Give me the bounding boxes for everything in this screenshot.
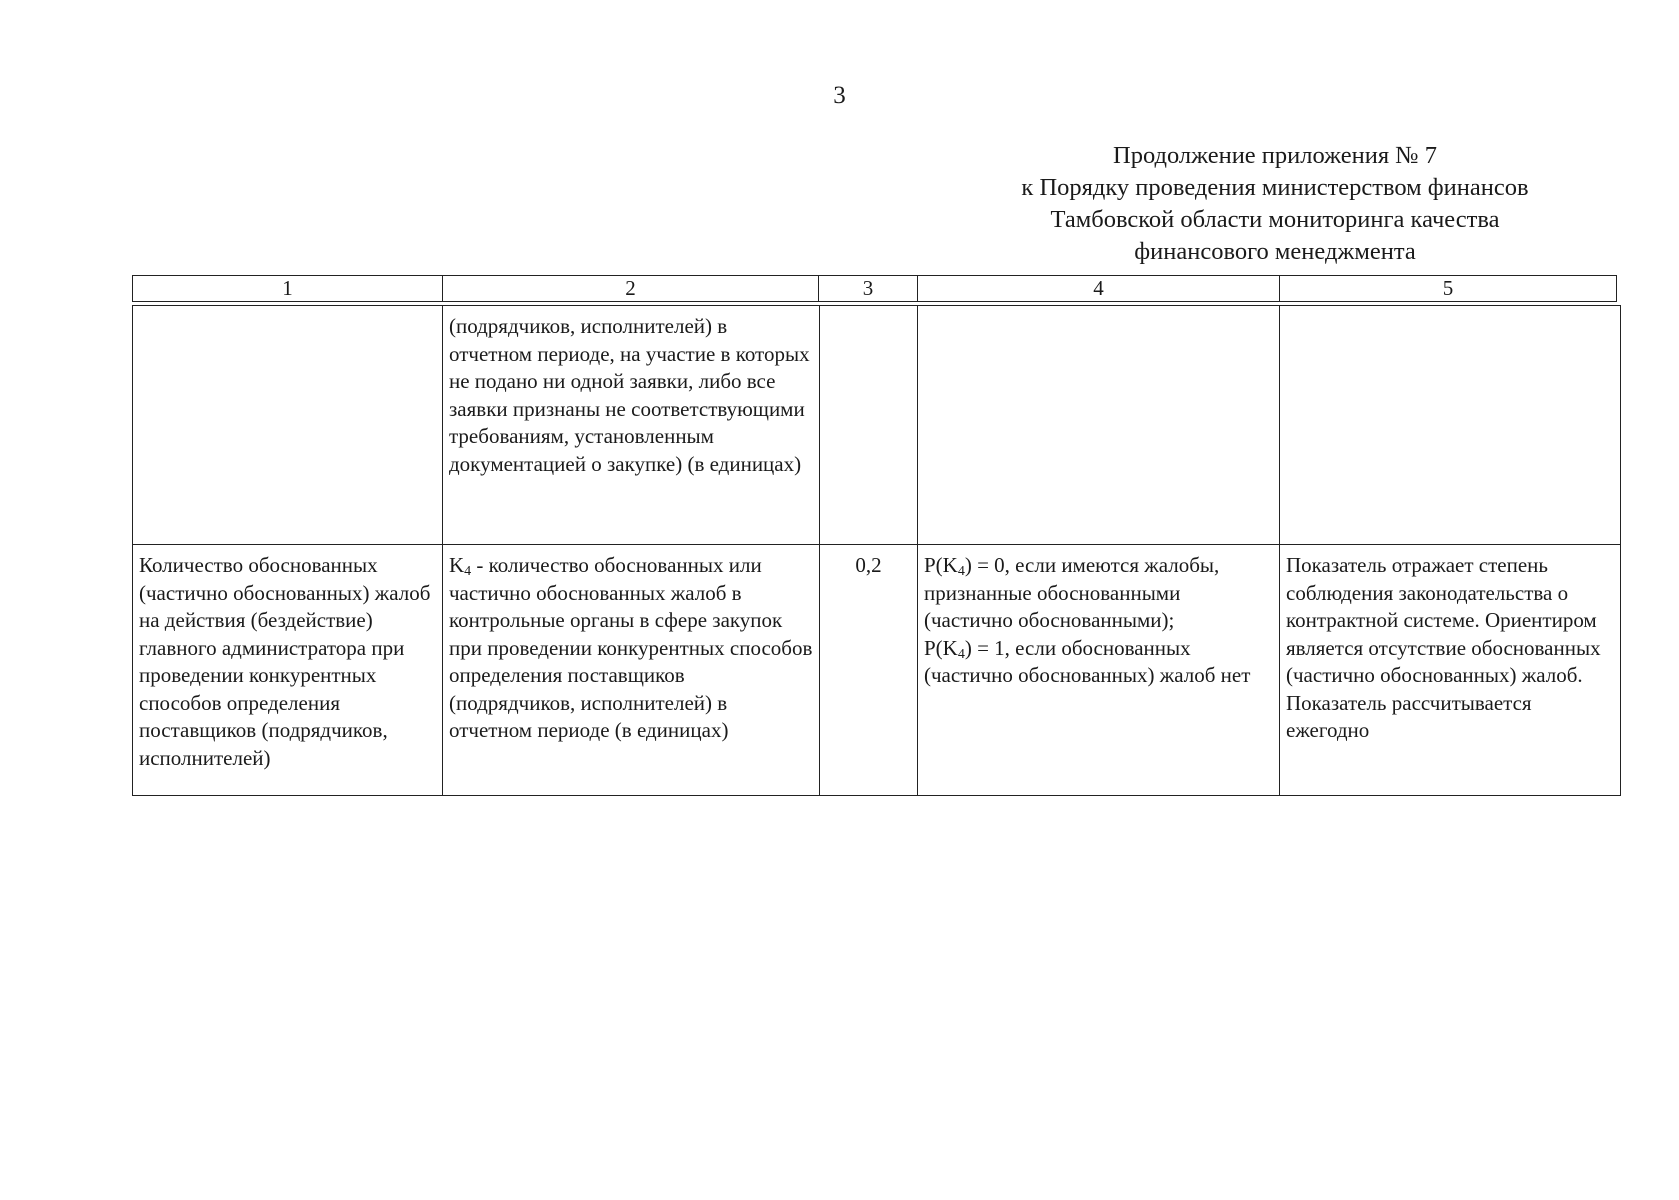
evaluation-rule-one	[924, 636, 1250, 688]
evaluation-rule-subscript: 4	[957, 646, 965, 662]
appendix-header-line: Продолжение приложения № 7	[1113, 142, 1437, 169]
calculation-formula-cell: (подрядчиков, исполнителей) в отчетном периоде, на участие в которых не подано ни одной заявки, либо все заявки признаны не соответствующими требованиям, установленным документацией о закупке) (в единицах)	[443, 306, 820, 545]
weight-cell: 0,2	[820, 545, 918, 796]
table-row	[133, 545, 1621, 796]
evaluation-rule-prefix: P(K	[924, 635, 958, 660]
column-number-1: 1	[133, 276, 443, 302]
weight-cell	[820, 306, 918, 545]
appendix-header-line: к Порядку проведения министерством финансов	[1021, 174, 1529, 201]
formula-description: - количество обоснованных или частично обоснованных жалоб в контрольные органы в сфере закупок при проведении конкурентных способов определения поставщиков (подрядчиков, исполнителей) в отчетном периоде (в единицах)	[449, 553, 813, 742]
evaluation-rule-zero	[924, 553, 1219, 632]
evaluation-rule-cell	[918, 306, 1280, 545]
formula-symbol: K	[449, 553, 465, 577]
evaluation-rule-text: ) = 1, если обоснованных (частично обоснованных) жалоб нет	[924, 635, 1251, 687]
evaluation-rule-prefix: P(K	[924, 553, 958, 577]
appendix-header	[985, 140, 1565, 268]
column-number-5: 5	[1280, 276, 1617, 302]
column-number-header-table	[132, 275, 1617, 302]
appendix-header-line: финансового менеджмента	[1134, 238, 1416, 265]
indicator-name-cell: Количество обоснованных (частично обоснованных) жалоб на действия (бездействие) главного администратора при проведении конкурентных способов определения поставщиков (подрядчиков, исполнителей)	[133, 545, 443, 796]
indicator-table	[132, 305, 1621, 796]
column-number-3: 3	[819, 276, 918, 302]
column-number-4: 4	[918, 276, 1280, 302]
evaluation-rule-subscript: 4	[957, 564, 965, 579]
page-number: 3	[833, 82, 846, 109]
evaluation-rule-cell	[918, 545, 1280, 796]
formula-subscript: 4	[464, 564, 472, 579]
appendix-header-line: Тамбовской области мониторинга качества	[1050, 206, 1500, 233]
indicator-name-cell	[133, 306, 443, 545]
evaluation-rule-text: ) = 0, если имеются жалобы, признанные обоснованными (частично обоснованными);	[924, 553, 1220, 632]
calculation-formula-cell	[443, 545, 820, 796]
comment-cell: Показатель отражает степень соблюдения законодательства о контрактной системе. Ориентиром является отсутствие обоснованных (частично обоснованных) жалоб. Показатель рассчитывается ежегодно	[1280, 545, 1621, 796]
comment-cell	[1280, 306, 1621, 545]
column-number-2: 2	[443, 276, 819, 302]
table-row	[133, 306, 1621, 545]
